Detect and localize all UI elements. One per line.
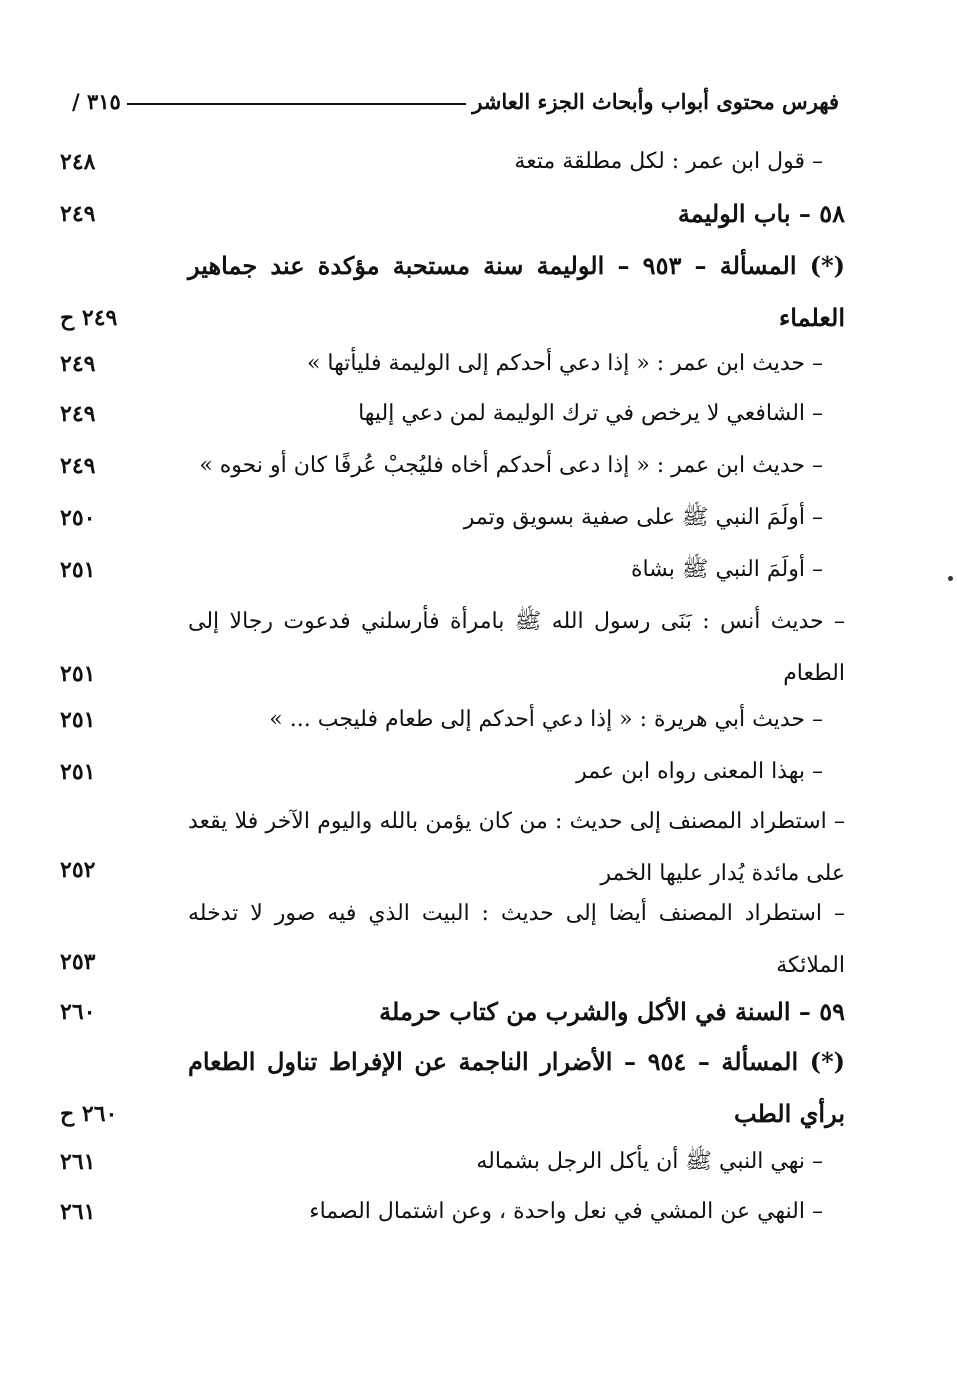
- toc-issue-heading: [60, 1036, 845, 1140]
- toc-issue-heading: [60, 240, 845, 344]
- toc-entry: [60, 746, 845, 798]
- toc-entry: [60, 136, 845, 188]
- toc-entry-text: – بهذا المعنى رواه ابن عمر: [576, 759, 823, 784]
- table-of-contents: [60, 0, 845, 1379]
- toc-entry-page: ٢٦٠: [60, 999, 96, 1025]
- toc-entry-text: – الشافعي لا يرخص في ترك الوليمة لمن دعي إليها: [358, 401, 823, 426]
- toc-entry-page: ٢٤٩ ح: [60, 305, 118, 331]
- toc-entry-page: ٢٥٣: [60, 949, 96, 975]
- toc-entry-text: – استطراد المصنف إلى حديث : من كان يؤمن بالله واليوم الآخر فلا يقعد على مائدة يُدار عليها الخمر: [188, 809, 845, 886]
- toc-entry-page: ٢٥١: [60, 759, 96, 785]
- toc-entry-page: ٢٤٩: [60, 401, 96, 427]
- header-page-number: / ٣١٥: [72, 89, 121, 114]
- toc-entry: [60, 694, 845, 746]
- toc-entry-text: (*) المسألة – ٩٥٣ – الوليمة سنة مستحبة مؤكدة عند جماهير العلماء: [188, 251, 845, 332]
- toc-entry-page: ٢٦١: [60, 1149, 96, 1175]
- toc-entry-page: ٢٤٩: [60, 201, 96, 227]
- toc-entry: [60, 338, 845, 390]
- toc-entry-text: ٥٨ – باب الوليمة: [677, 199, 845, 228]
- toc-entry-text: – النهي عن المشي في نعل واحدة ، وعن اشتمال الصماء: [309, 1199, 823, 1224]
- toc-entry-page: ٢٤٨: [60, 149, 96, 175]
- toc-entry-text: – قول ابن عمر : لكل مطلقة متعة: [514, 149, 823, 174]
- header-title: فهرس محتوى أبواب وأبحاث الجزء العاشر: [472, 89, 839, 114]
- toc-entry-page: ٢٥١: [60, 661, 96, 687]
- toc-entry-page: ٢٥٠: [60, 505, 96, 531]
- toc-entry-page: ٢٥١: [60, 707, 96, 733]
- toc-entry: [60, 1136, 845, 1188]
- toc-entry: [60, 888, 845, 992]
- toc-entry-text: ٥٩ – السنة في الأكل والشرب من كتاب حرملة: [379, 997, 845, 1026]
- toc-chapter-heading: [60, 986, 845, 1038]
- toc-entry-page: ٢٦٠ ح: [60, 1101, 118, 1127]
- toc-entry-page: ٢٥١: [60, 557, 96, 583]
- toc-entry-text: – حديث ابن عمر : « إذا دعي أحدكم إلى الوليمة فليأتها »: [306, 351, 823, 376]
- toc-entry-text: – حديث ابن عمر : « إذا دعى أحدكم أخاه فليُجبْ عُرفًا كان أو نحوه »: [199, 453, 823, 478]
- toc-entry: [60, 596, 845, 700]
- toc-entry: [60, 1186, 845, 1238]
- toc-entry-text: – استطراد المصنف أيضا إلى حديث : البيت الذي فيه صور لا تدخله الملائكة: [188, 901, 845, 978]
- toc-entry-page: ٢٤٩: [60, 351, 96, 377]
- toc-entry: [60, 796, 845, 900]
- toc-entry-text: – حديث أبي هريرة : « إذا دعي أحدكم إلى طعام فليجب ... »: [269, 707, 823, 732]
- toc-entry-page: ٢٤٩: [60, 453, 96, 479]
- toc-entry-text: – أولَمَ النبي ﷺ بشاة: [630, 557, 823, 582]
- toc-entry: [60, 388, 845, 440]
- toc-entry-text: (*) المسألة – ٩٥٤ – الأضرار الناجمة عن الإفراط تناول الطعام برأي الطب: [188, 1047, 845, 1128]
- toc-entry-page: ٢٥٢: [60, 857, 96, 883]
- toc-entry-text: – حديث أنس : بَنَى رسول الله ﷺ بامرأة فأرسلني فدعوت رجالا إلى الطعام: [188, 609, 845, 686]
- scan-speck: [948, 576, 953, 581]
- toc-entry-text: – أولَمَ النبي ﷺ على صفية بسويق وتمر: [463, 505, 823, 530]
- toc-entry-page: ٢٦١: [60, 1199, 96, 1225]
- toc-entry: [60, 492, 845, 544]
- toc-entry: [60, 544, 845, 596]
- toc-chapter-heading: [60, 188, 845, 240]
- toc-entry-text: – نهي النبي ﷺ أن يأكل الرجل بشماله: [476, 1149, 823, 1174]
- toc-entry: [60, 440, 845, 492]
